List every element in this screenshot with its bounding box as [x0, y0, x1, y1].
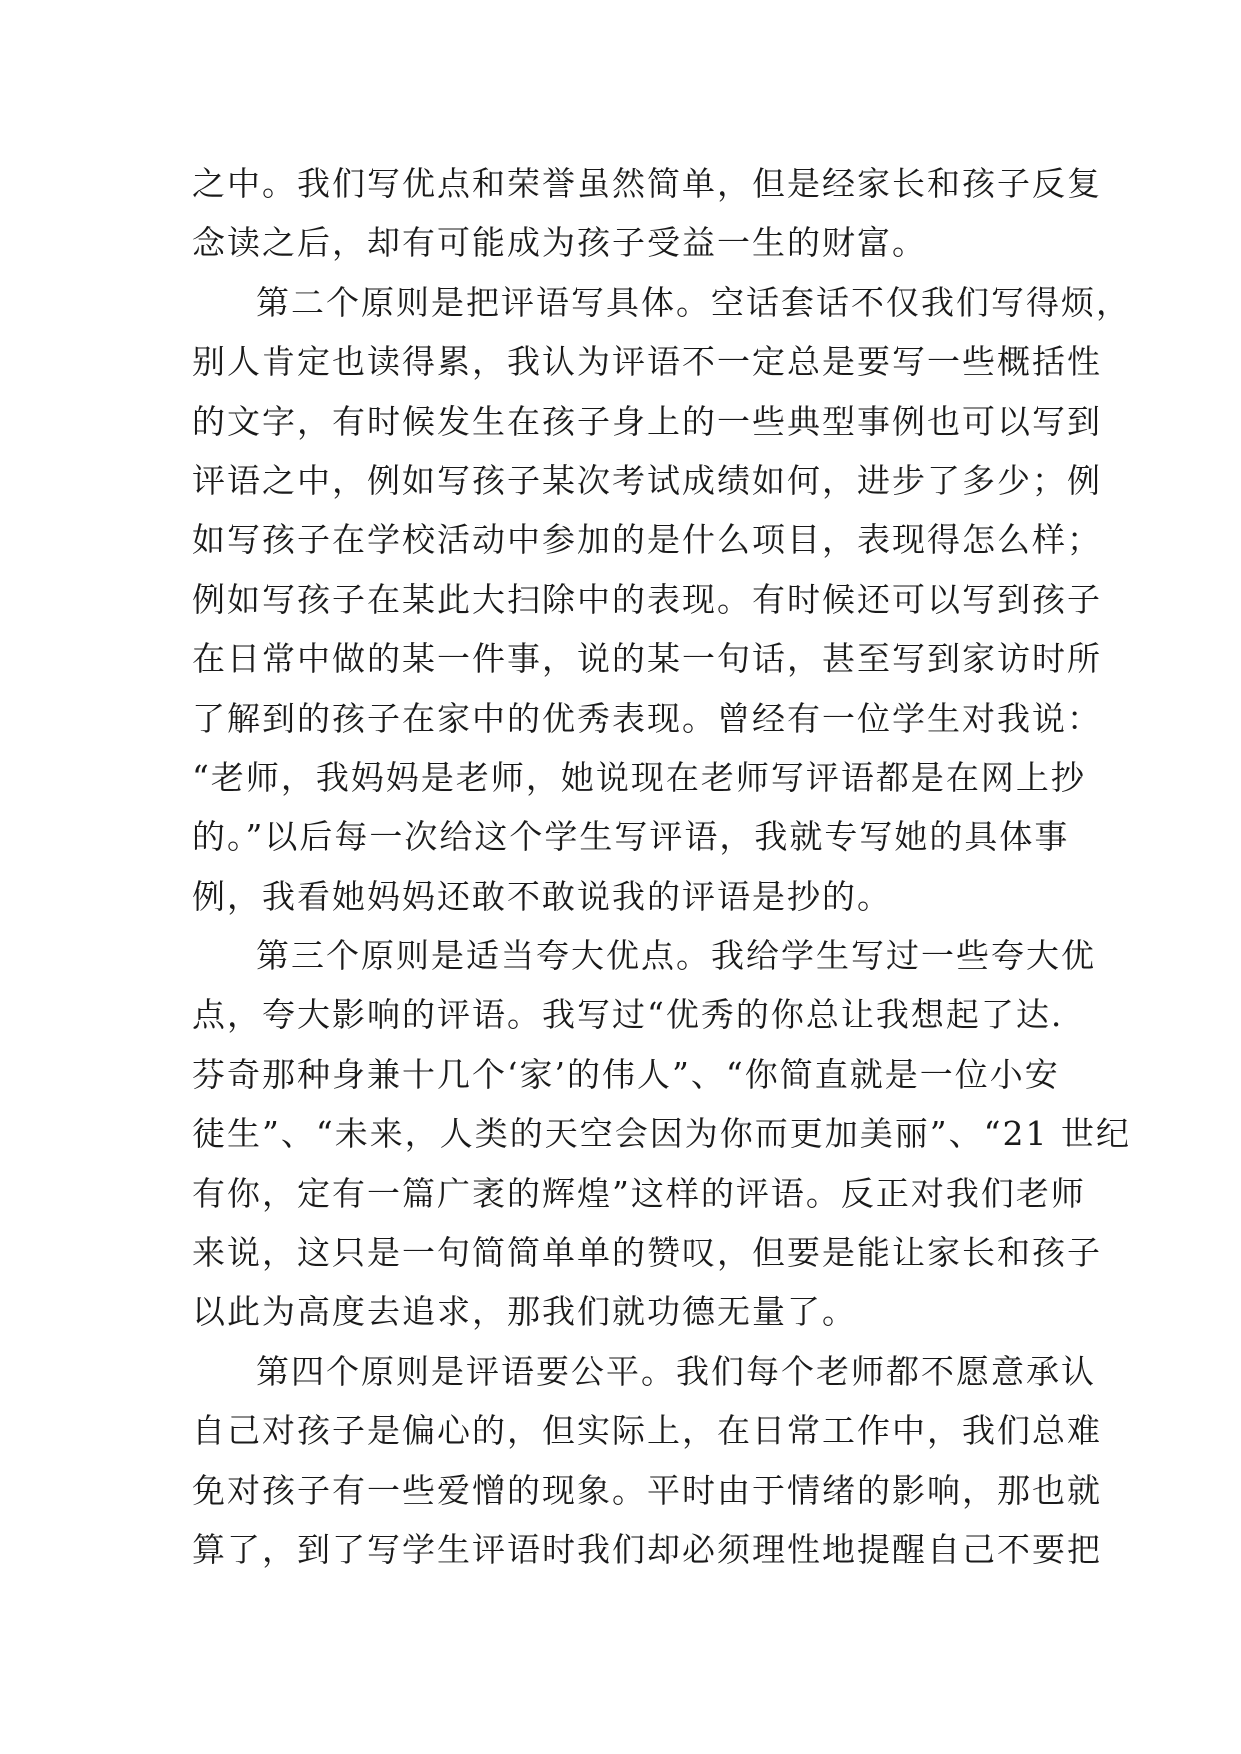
text-line: 了解到的孩子在家中的优秀表现。曾经有一位学生对我说：	[192, 698, 1102, 738]
text-line: 自己对孩子是偏心的，但实际上，在日常工作中，我们总难	[192, 1411, 1102, 1451]
text-line: 念读之后，却有可能成为孩子受益一生的财富。	[192, 223, 927, 263]
text-line: 评语之中，例如写孩子某次考试成绩如何，进步了多少；例	[192, 460, 1102, 500]
text-line: 点，夸大影响的评语。我写过“优秀的你总让我想起了达.	[192, 995, 1064, 1035]
text-line: 的。”以后每一次给这个学生写评语，我就专写她的具体事	[192, 817, 1070, 857]
text-line: 芬奇那种身兼十几个‘家’的伟人”、“你简直就是一位小安	[192, 1054, 1060, 1094]
text-line: 之中。我们写优点和荣誉虽然简单，但是经家长和孩子反复	[192, 164, 1102, 203]
paragraph-start-line: 第三个原则是适当夸大优点。我给学生写过一些夸大优	[256, 936, 1096, 976]
text-line: 例如写孩子在某此大扫除中的表现。有时候还可以写到孩子	[192, 579, 1102, 619]
text-line: 以此为高度去追求，那我们就功德无量了。	[192, 1292, 857, 1332]
text-line: 有你，定有一篇广袤的辉煌”这样的评语。反正对我们老师	[192, 1173, 1086, 1213]
paragraph-start-line: 第四个原则是评语要公平。我们每个老师都不愿意承认	[256, 1351, 1096, 1391]
text-line: 例，我看她妈妈还敢不敢说我的评语是抄的。	[192, 876, 892, 916]
paragraph-start-line: 第二个原则是把评语写具体。空话套话不仅我们写得烦，	[256, 282, 1131, 322]
text-line: 别人肯定也读得累，我认为评语不一定总是要写一些概括性	[192, 342, 1102, 382]
text-line: 算了，到了写学生评语时我们却必须理性地提醒自己不要把	[192, 1529, 1102, 1569]
body-text	[192, 154, 1131, 1579]
text-line: 免对孩子有一些爱憎的现象。平时由于情绪的影响，那也就	[192, 1470, 1102, 1510]
text-line: 在日常中做的某一件事，说的某一句话，甚至写到家访时所	[192, 639, 1102, 679]
text-line: “老师，我妈妈是老师，她说现在老师写评语都是在网上抄	[192, 757, 1086, 797]
text-line: 来说，这只是一句简简单单的赞叹，但要是能让家长和孩子	[192, 1233, 1102, 1273]
text-line: 如写孩子在学校活动中参加的是什么项目，表现得怎么样；	[192, 520, 1102, 560]
text-line: 的文字，有时候发生在孩子身上的一些典型事例也可以写到	[192, 401, 1102, 441]
text-line: 徒生”、“未来，人类的天空会因为你而更加美丽”、“21 世纪	[192, 1114, 1131, 1154]
